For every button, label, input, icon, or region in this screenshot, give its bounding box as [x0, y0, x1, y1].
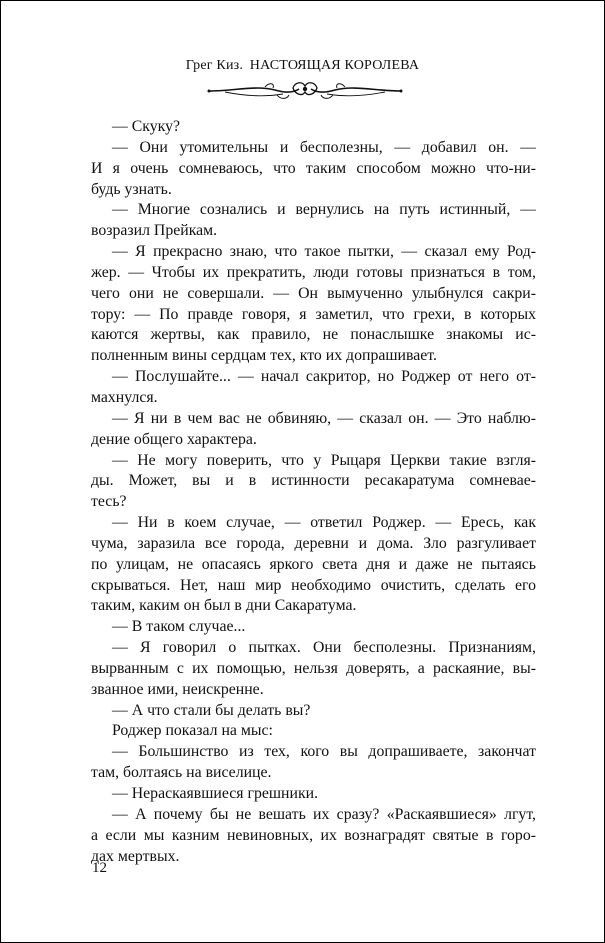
- text-line: — Я говорил о пытках. Они бесполезны. Признаниям,: [112, 639, 536, 657]
- text-line: тору: — По правде говоря, я заметил, что грехи, в которых: [91, 305, 536, 323]
- text-line: — А почему бы не вешать их сразу? «Раскаявшиеся» лгут,: [112, 805, 536, 823]
- text-line: дах мертвых.: [91, 847, 180, 865]
- text-line: — Послушайте... — начал сакритор, но Роджер от него от-: [112, 368, 536, 386]
- text-line: будь узнать.: [91, 180, 172, 198]
- text-line: скрываться. Нет, наш мир необходимо очистить, сделать его: [91, 576, 536, 594]
- page-number: 12: [92, 860, 107, 876]
- text-line: полненным вины сердцам тех, кто их допрашивает.: [91, 347, 437, 365]
- text-line: таким, каким он был в дни Сакаратума.: [91, 597, 357, 615]
- text-line: званное ими, неискренне.: [91, 680, 264, 698]
- text-line: по улицам, не опасаясь яркого света дня и даже не пытаясь: [91, 555, 536, 573]
- text-line: возразил Прейкам.: [91, 222, 218, 240]
- text-line: каются жертвы, как правило, не понаслышке знакомы ис-: [91, 326, 536, 344]
- text-line: — Я прекрасно знаю, что такое пытки, — сказал ему Род-: [112, 243, 536, 261]
- text-line: — Большинство из тех, кого вы допрашиваете, закончат: [112, 743, 536, 761]
- flourish-divider-icon: [205, 78, 405, 104]
- text-line: Роджер показал на мыс:: [112, 722, 273, 740]
- text-line: — Скуку?: [112, 118, 180, 135]
- text-line: И я очень сомневаюсь, что таким способом можно что-ни-: [91, 159, 536, 177]
- text-line: — Я ни в чем вас не обвиняю, — сказал он. — Это наблю-: [112, 409, 536, 427]
- text-line: — В таком случае...: [112, 618, 246, 636]
- text-line: а если мы казним невиновных, их вознаградят святые в горо-: [91, 826, 536, 844]
- text-line: — Не могу поверить, что у Рыцаря Церкви такие взгля-: [112, 451, 536, 469]
- text-line: — Ни в коем случае, — ответил Роджер. — Ересь, как: [112, 514, 536, 532]
- text-line: — Многие сознались и вернулись на путь истинный, —: [112, 201, 536, 219]
- text-line: жер. — Чтобы их прекратить, люди готовы признаться в том,: [91, 263, 536, 281]
- text-line: махнулся.: [91, 388, 158, 406]
- text-line: ды. Может, вы и в истинности ресакаратума сомневае-: [91, 472, 536, 490]
- text-line: чума, заразила все города, деревни и дома. Зло разгуливает: [91, 534, 536, 552]
- page-body-text: [91, 117, 536, 867]
- header-author: Грег Киз.: [185, 58, 244, 73]
- text-line: — Они утомительны и бесполезны, — добавил он. —: [112, 138, 536, 156]
- text-line: дение общего характера.: [91, 430, 257, 448]
- text-line: тесь?: [91, 493, 127, 511]
- running-header: [0, 58, 605, 74]
- text-line: вырванным с их помощью, нельзя доверять, а раскаяние, вы-: [91, 659, 536, 677]
- header-title: НАСТОЯЩАЯ КОРОЛЕВА: [249, 58, 420, 73]
- text-line: — А что стали бы делать вы?: [112, 701, 311, 719]
- text-line: там, болтаясь на виселице.: [91, 764, 272, 782]
- text-line: — Нераскаявшиеся грешники.: [112, 785, 319, 802]
- text-line: чего они не совершали. — Он вымученно улыбнулся сакри-: [91, 284, 536, 302]
